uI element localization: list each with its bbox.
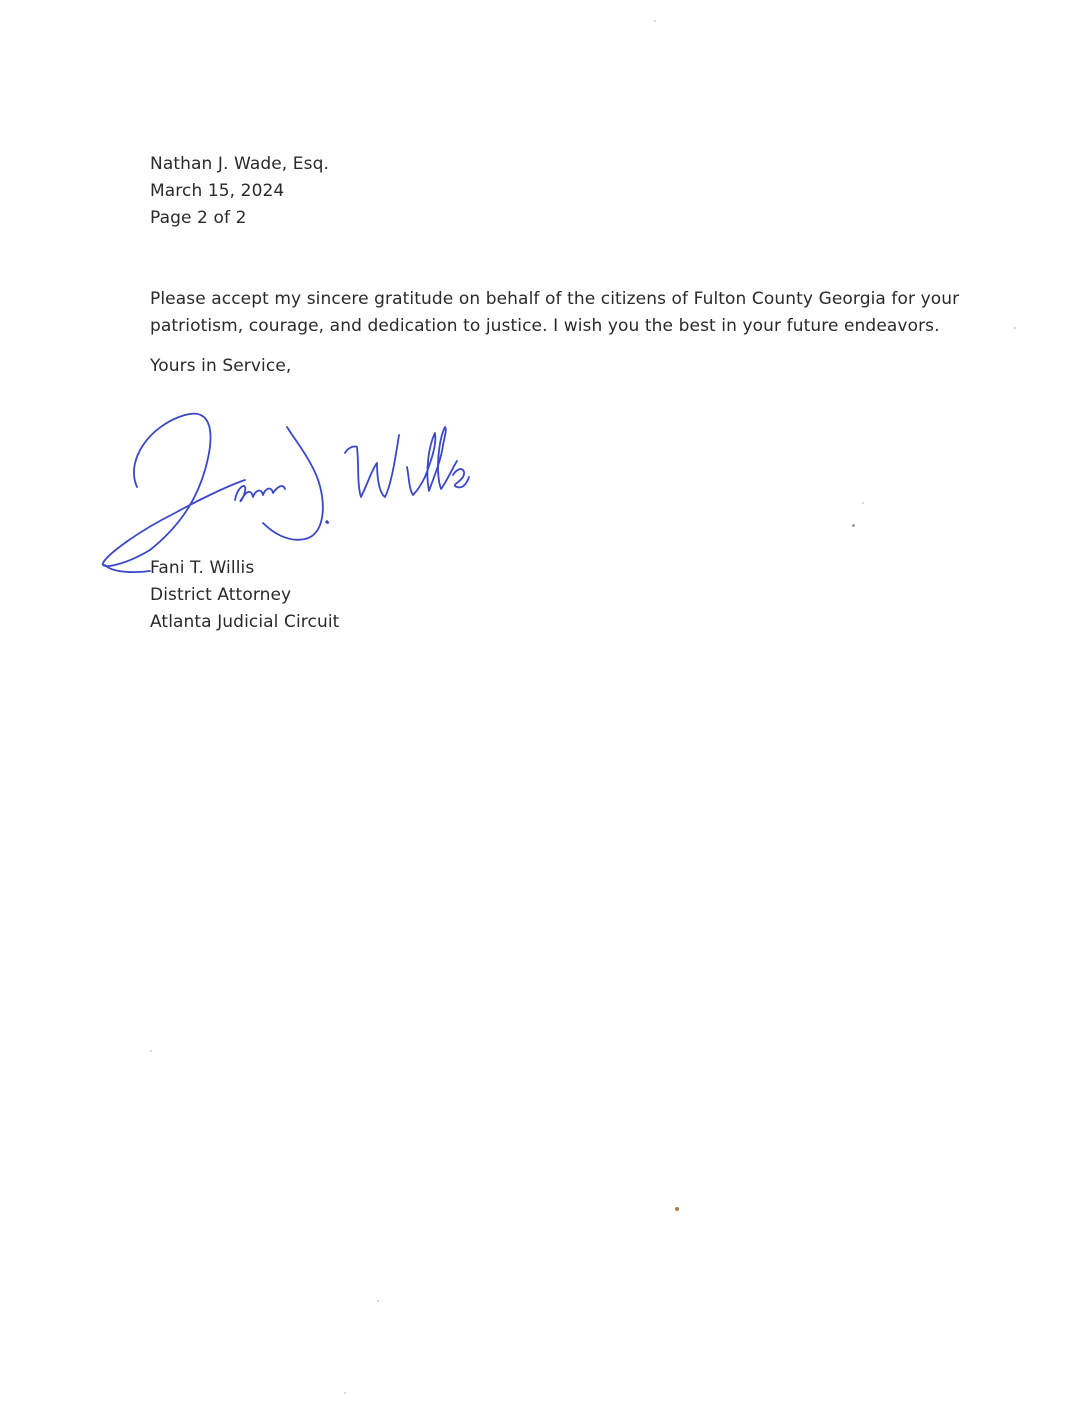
scan-speck [852, 524, 855, 527]
signer-name: Fani T. Willis [150, 558, 255, 578]
recipient-line: Nathan J. Wade, Esq. [150, 154, 329, 174]
signer-title: District Attorney [150, 585, 292, 605]
body-paragraph-line-1: Please accept my sincere gratitude on behalf of the citizens of Fulton County Georgia for your [150, 289, 960, 309]
scan-speck [675, 1207, 679, 1211]
closing-salutation: Yours in Service, [150, 356, 292, 376]
scan-speck [377, 1300, 379, 1302]
scan-speck [1014, 327, 1016, 329]
scan-speck [150, 1050, 152, 1052]
scan-speck [862, 502, 864, 504]
body-paragraph-line-2: patriotism, courage, and dedication to justice. I wish you the best in your future endeavors. [150, 316, 940, 336]
page-number-line: Page 2 of 2 [150, 208, 247, 228]
date-line: March 15, 2024 [150, 181, 285, 201]
scan-speck [344, 1392, 346, 1394]
scan-speck [654, 20, 656, 22]
signer-office: Atlanta Judicial Circuit [150, 612, 340, 632]
